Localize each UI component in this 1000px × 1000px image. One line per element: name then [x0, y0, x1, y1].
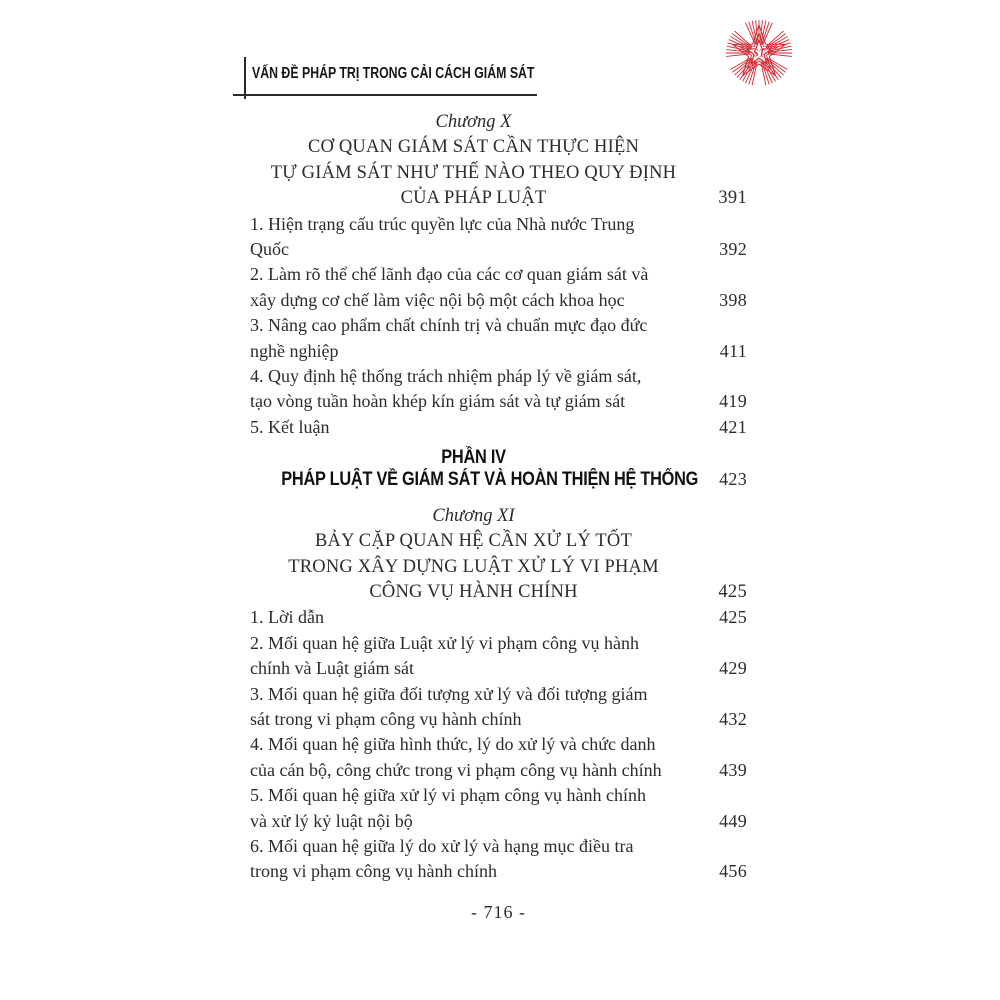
chapter-title-line [250, 135, 747, 160]
chapter-label [250, 110, 747, 135]
toc-entry-line [250, 732, 747, 757]
running-header-title: VẤN ĐỀ PHÁP TRỊ TRONG CẢI CÁCH GIÁM SÁT [252, 65, 535, 82]
chapter-title-text: CÔNG VỤ HÀNH CHÍNH [369, 582, 578, 603]
page-number: 425 [718, 582, 747, 603]
toc-entry-line [250, 859, 747, 884]
toc-entry-text: nghề nghiệp [250, 340, 339, 361]
toc-entry-text: tạo vòng tuần hoàn khép kín giám sát và tự giám sát [250, 391, 626, 412]
page-number: 432 [719, 708, 747, 729]
page-number: 425 [719, 607, 747, 628]
chapter-title-line [250, 161, 747, 186]
toc-entry-line [250, 605, 747, 630]
part-title-line [250, 467, 747, 492]
toc-entry-line [250, 834, 747, 859]
toc-entry-line [250, 656, 747, 681]
toc-entry-line [250, 682, 747, 707]
page-number: 423 [719, 469, 747, 490]
toc-entry-text: 3. Nâng cao phẩm chất chính trị và chuẩn mực đạo đức [250, 315, 648, 336]
page-number: 411 [719, 340, 747, 361]
toc-entry-text: 6. Mối quan hệ giữa lý do xử lý và hạng mục điều tra [250, 835, 634, 856]
chapter-title-text: TRONG XÂY DỰNG LUẬT XỬ LÝ VI PHẠM [288, 556, 659, 577]
toc-entry-text: 4. Mối quan hệ giữa hình thức, lý do xử lý và chức danh [250, 734, 656, 755]
chapter-title-text: CƠ QUAN GIÁM SÁT CẦN THỰC HIỆN [307, 137, 640, 158]
toc-entry-text: 5. Kết luận [250, 416, 330, 437]
page-number: 449 [719, 810, 747, 831]
chapter-title-text: BẢY CẶP QUAN HỆ CẦN XỬ LÝ TỐT [314, 531, 632, 552]
chapter-label [250, 504, 747, 529]
toc-entry-line [250, 237, 747, 262]
footer-page-number: - 716 - [471, 902, 526, 922]
toc-entry-text: 1. Hiện trạng cấu trúc quyền lực của Nhà nước Trung [250, 213, 635, 234]
running-header [233, 60, 537, 96]
toc-entry-line [250, 758, 747, 783]
page-number: 391 [718, 188, 747, 209]
toc-entry-text: và xử lý kỷ luật nội bộ [250, 810, 413, 831]
toc-entry-line [250, 707, 747, 732]
chapter-title-text: CỦA PHÁP LUẬT [400, 188, 547, 209]
toc-entry-line [250, 364, 747, 389]
publisher-star-logo-icon [720, 14, 798, 92]
chapter-title-line [250, 529, 747, 554]
page-number: 429 [719, 658, 747, 679]
toc-entry-text: 3. Mối quan hệ giữa đối tượng xử lý và đối tượng giám [250, 683, 648, 704]
part-label-text: PHẦN IV [441, 447, 506, 469]
toc-entry-text: trong vi phạm công vụ hành chính [250, 861, 497, 882]
toc-entry-line [250, 631, 747, 656]
toc-entry-text: 4. Quy định hệ thống trách nhiệm pháp lý về giám sát, [250, 365, 642, 386]
toc-entry-line [250, 262, 747, 287]
page-number: 419 [719, 391, 747, 412]
chapter-title-line [250, 580, 747, 605]
toc-entry-text: 5. Mối quan hệ giữa xử lý vi phạm công vụ hành chính [250, 785, 646, 806]
toc-entry-line [250, 783, 747, 808]
toc-entry-text: Quốc [250, 238, 289, 259]
page-number: 398 [719, 289, 747, 310]
page-number: 421 [719, 416, 747, 437]
header-vertical-rule [244, 57, 246, 99]
chapter-title-line [250, 555, 747, 580]
toc-entry-text: 2. Mối quan hệ giữa Luật xử lý vi phạm công vụ hành [250, 632, 639, 653]
chapter-title-text: TỰ GIÁM SÁT NHƯ THẾ NÀO THEO QUY ĐỊNH [270, 162, 677, 183]
toc-entry-line [250, 212, 747, 237]
part-title-text: PHÁP LUẬT VỀ GIÁM SÁT VÀ HOÀN THIỆN HỆ THỐNG [281, 469, 699, 491]
toc-entry-text: xây dựng cơ chế làm việc nội bộ một cách khoa học [250, 289, 625, 310]
page-number: 439 [719, 759, 747, 780]
table-of-contents [250, 110, 747, 885]
toc-entry-line [250, 809, 747, 834]
toc-entry-line [250, 389, 747, 414]
toc-entry-text: chính và Luật giám sát [250, 658, 414, 679]
toc-entry-line [250, 415, 747, 440]
toc-entry-line [250, 313, 747, 338]
toc-entry-text: 2. Làm rõ thể chế lãnh đạo của các cơ quan giám sát và [250, 264, 649, 285]
chapter-label-text: Chương X [435, 112, 512, 132]
toc-entry-text: của cán bộ, công chức trong vi phạm công vụ hành chính [250, 759, 662, 780]
toc-entry-text: 1. Lời dẫn [250, 607, 325, 628]
toc-entry-line [250, 339, 747, 364]
toc-entry-line [250, 288, 747, 313]
chapter-title-line [250, 186, 747, 211]
toc-entry-text: sát trong vi phạm công vụ hành chính [250, 708, 522, 729]
page-number: 456 [719, 861, 747, 882]
page-number: 392 [719, 238, 747, 259]
chapter-label-text: Chương XI [432, 505, 515, 526]
publisher-logo-monogram: ST [753, 48, 765, 60]
